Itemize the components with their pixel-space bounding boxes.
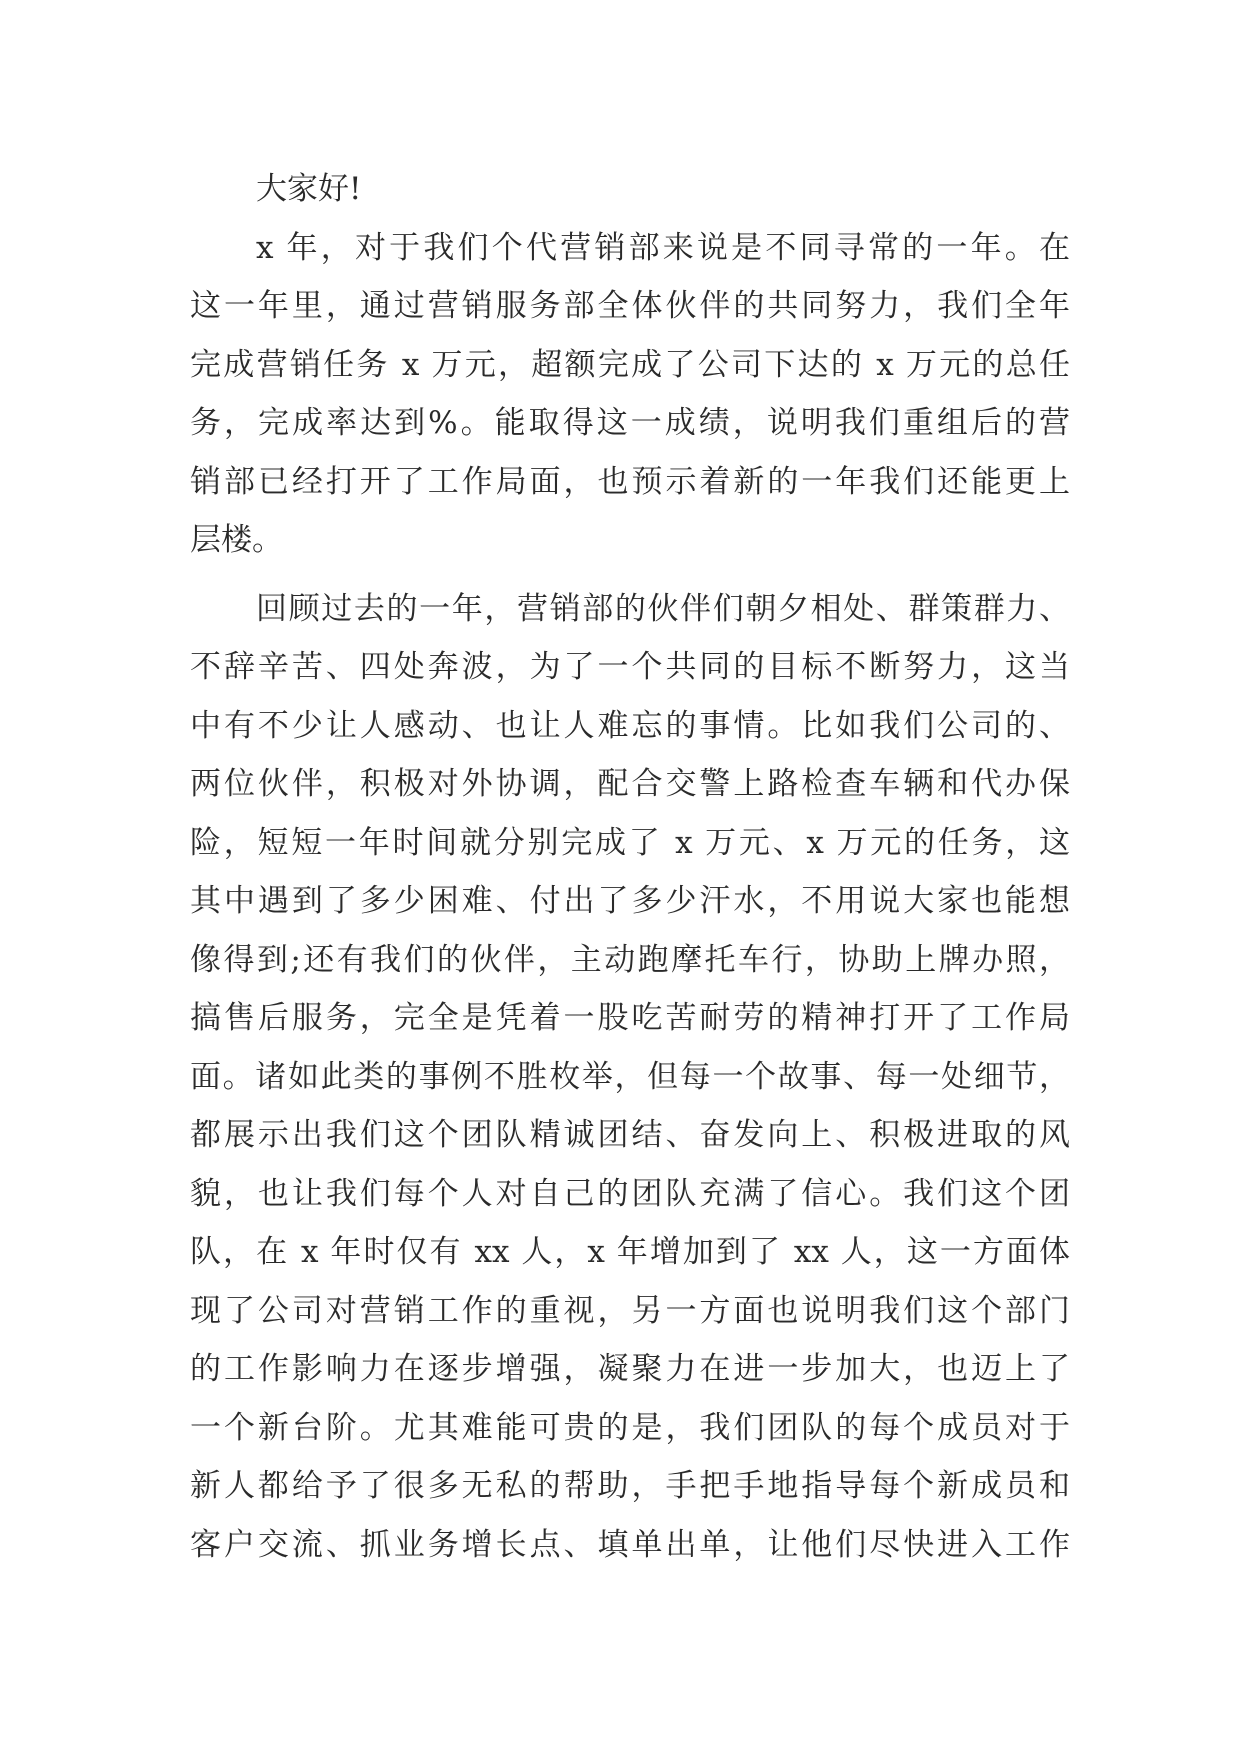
- text-line: 搞售后服务，完全是凭着一股吃苦耐劳的精神打开了工作局: [190, 1000, 1070, 1036]
- text-line: 新人都给予了很多无私的帮助，手把手地指导每个新成员和: [190, 1468, 1070, 1504]
- text-line: 不辞辛苦、四处奔波，为了一个共同的目标不断努力，这当: [190, 649, 1070, 685]
- text-line: 像得到;还有我们的伙伴，主动跑摩托车行，协助上牌办照，: [190, 941, 1070, 978]
- text-line: 这一年里，通过营销服务部全体伙伴的共同努力，我们全年: [190, 288, 1070, 324]
- paragraph-spacer: [190, 570, 1070, 580]
- text-line: 险，短短一年时间就分别完成了 x 万元、x 万元的任务，这: [190, 824, 1070, 861]
- text-line: x 年，对于我们个代营销部来说是不同寻常的一年。在: [256, 229, 1070, 266]
- text-line: 队，在 x 年时仅有 xx 人，x 年增加到了 xx 人，这一方面体: [190, 1234, 1070, 1270]
- text-line: 客户交流、抓业务增长点、填单出单，让他们尽快进入工作: [190, 1526, 1070, 1563]
- text-line: 两位伙伴，积极对外协调，配合交警上路检查车辆和代办保: [190, 766, 1070, 802]
- document-body: [190, 160, 1070, 1574]
- text-line: 其中遇到了多少困难、付出了多少汗水，不用说大家也能想: [190, 883, 1070, 919]
- text-line: 貌，也让我们每个人对自己的团队充满了信心。我们这个团: [190, 1175, 1070, 1212]
- text-line: 完成营销任务 x 万元，超额完成了公司下达的 x 万元的总任: [190, 346, 1070, 383]
- text-line: 务，完成率达到%。能取得这一成绩，说明我们重组后的营: [190, 405, 1070, 441]
- paragraph-2: [190, 580, 1070, 1575]
- text-line: 一个新台阶。尤其难能可贵的是，我们团队的每个成员对于: [190, 1409, 1070, 1446]
- text-line: 都展示出我们这个团队精诚团结、奋发向上、积极进取的风: [190, 1117, 1070, 1153]
- text-line: 销部已经打开了工作局面，也预示着新的一年我们还能更上: [190, 463, 1070, 500]
- text-line: 面。诸如此类的事例不胜枚举，但每一个故事、每一处细节，: [190, 1058, 1070, 1095]
- text-line: 现了公司对营销工作的重视，另一方面也说明我们这个部门: [190, 1292, 1070, 1329]
- text-line: 的工作影响力在逐步增强，凝聚力在进一步加大，也迈上了: [190, 1351, 1070, 1387]
- text-line: 层楼。: [190, 522, 283, 558]
- text-line: 回顾过去的一年，营销部的伙伴们朝夕相处、群策群力、: [256, 590, 1070, 627]
- text-line: 中有不少让人感动、也让人难忘的事情。比如我们公司的、: [190, 707, 1070, 744]
- paragraph-1: [190, 219, 1070, 570]
- greeting-line: 大家好!: [256, 171, 362, 207]
